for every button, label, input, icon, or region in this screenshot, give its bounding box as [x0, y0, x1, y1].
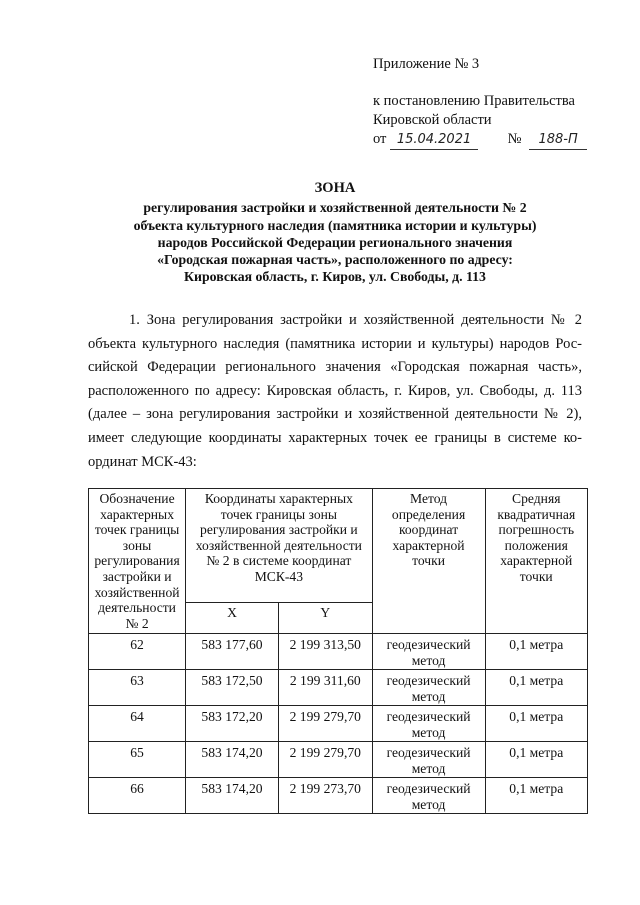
- heading-line: объекта культурного наследия (памятника истории и культуры): [133, 217, 537, 233]
- appendix-title: Приложение № 3: [373, 56, 480, 72]
- table-row: [89, 706, 588, 742]
- paragraph-line: сийской Федерации регионального значения «Городская пожарная часть»,: [88, 359, 582, 376]
- paragraph-line: 1. Зона регулирования застройки и хозяйственной деятельности № 2: [129, 312, 582, 328]
- table-row: [89, 778, 588, 814]
- cell-error: 0,1 метра: [485, 670, 587, 706]
- heading-line: народов Российской Федерации регионального значения: [157, 234, 513, 250]
- heading-line: регулирования застройки и хозяйственной деятельности № 2: [143, 200, 527, 216]
- cell-method: геодезический метод: [372, 742, 485, 778]
- date-prefix: от: [373, 131, 387, 147]
- cell-error: 0,1 метра: [485, 634, 587, 670]
- cell-error: 0,1 метра: [485, 742, 587, 778]
- cell-error: 0,1 метра: [485, 778, 587, 814]
- table-row: [89, 634, 588, 670]
- handwritten-date: 15.04.2021: [390, 130, 478, 150]
- cell-y: 2 199 311,60: [278, 670, 372, 706]
- handwritten-number: 188-П: [529, 130, 587, 150]
- header-error: Средняя квадратичная погрешность положения характерной точки: [485, 489, 587, 634]
- table-row: [89, 670, 588, 706]
- heading-line: «Городская пожарная часть», расположенного по адресу:: [157, 252, 513, 268]
- appendix-block: [373, 55, 587, 150]
- body-paragraph: [88, 309, 582, 474]
- cell-x: 583 174,20: [186, 742, 279, 778]
- cell-point-id: 62: [89, 634, 186, 670]
- cell-point-id: 66: [89, 778, 186, 814]
- cell-x: 583 172,50: [186, 670, 279, 706]
- cell-x: 583 177,60: [186, 634, 279, 670]
- cell-y: 2 199 273,70: [278, 778, 372, 814]
- cell-y: 2 199 279,70: [278, 742, 372, 778]
- coordinates-table: [88, 488, 588, 814]
- paragraph-line: (далее – зона регулирования застройки и хозяйственной деятельности № 2),: [88, 406, 582, 423]
- cell-y: 2 199 279,70: [278, 706, 372, 742]
- cell-error: 0,1 метра: [485, 706, 587, 742]
- cell-y: 2 199 313,50: [278, 634, 372, 670]
- appendix-resolution-line: к постановлению Правительства: [373, 93, 575, 109]
- header-point-designation: Обозначение характерных точек границы зоны регулирования застройки и хозяйственной деятельности № 2: [89, 489, 186, 634]
- cell-point-id: 63: [89, 670, 186, 706]
- paragraph-line: объекта культурного наследия (памятника истории и культуры) народов Рос-: [88, 335, 582, 352]
- heading-zone: ЗОНА: [314, 180, 356, 196]
- paragraph-line: имеет следующие координаты характерных точек ее границы в системе ко-: [88, 429, 582, 446]
- cell-point-id: 65: [89, 742, 186, 778]
- cell-method: геодезический метод: [372, 670, 485, 706]
- appendix-region-line: Кировской области: [373, 112, 492, 128]
- cell-x: 583 172,20: [186, 706, 279, 742]
- paragraph-line: ординат МСК-43:: [88, 453, 197, 470]
- header-y: Y: [278, 603, 372, 634]
- cell-point-id: 64: [89, 706, 186, 742]
- table-row: [89, 742, 588, 778]
- cell-method: геодезический метод: [372, 778, 485, 814]
- appendix-date-number-row: [373, 130, 587, 150]
- document-heading: [90, 180, 580, 286]
- header-method: Метод определения координат характерной точки: [372, 489, 485, 634]
- cell-x: 583 174,20: [186, 778, 279, 814]
- cell-method: геодезический метод: [372, 706, 485, 742]
- header-coordinates: Координаты характерных точек границы зоны регулирования застройки и хозяйственной деятельности № 2 в системе координат МСК-43: [186, 489, 373, 603]
- paragraph-line: расположенного по адресу: Кировская область, г. Киров, ул. Свободы, д. 113: [88, 382, 582, 399]
- heading-line: Кировская область, г. Киров, ул. Свободы, д. 113: [184, 269, 486, 285]
- number-sign: №: [507, 131, 522, 147]
- cell-method: геодезический метод: [372, 634, 485, 670]
- header-x: X: [186, 603, 279, 634]
